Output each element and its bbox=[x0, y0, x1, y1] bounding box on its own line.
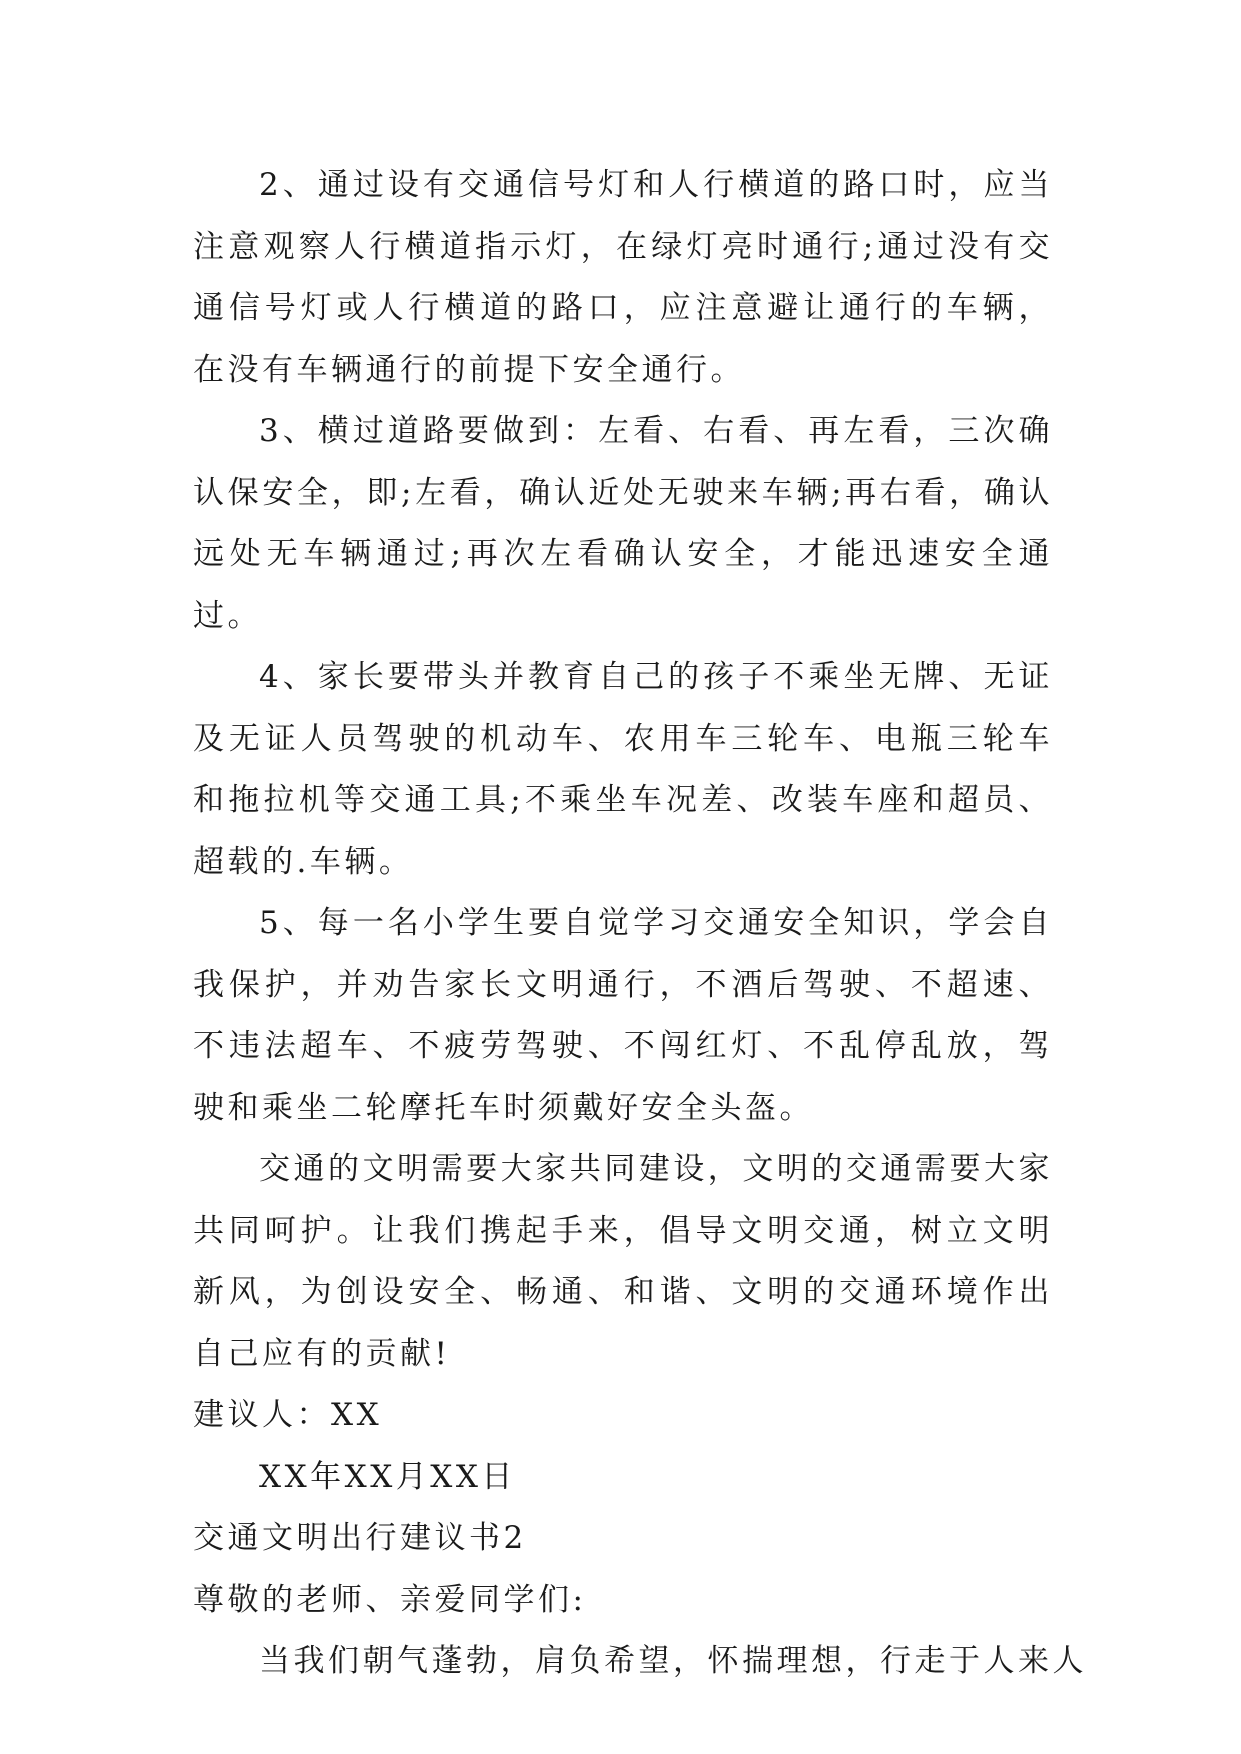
paragraph-item-2: 2、通过设有交通信号灯和人行横道的路口时，应当注意观察人行横道指示灯，在绿灯亮时通行;通过没有交通信号灯或人行横道的路口，应注意避让通行的车辆，在没有车辆通行的前提下安全通行。 bbox=[193, 167, 1053, 388]
closing-paragraph: 交通的文明需要大家共同建设，文明的交通需要大家共同呵护。让我们携起手来，倡导文明交通，树立文明新风，为创设安全、畅通、和谐、文明的交通环境作出自己应有的贡献! bbox=[193, 1151, 1053, 1372]
paragraph-item-3: 3、横过道路要做到：左看、右看、再左看，三次确认保安全，即;左看，确认近处无驶来车辆;再右看，确认远处无车辆通过;再次左看确认安全，才能迅速安全通过。 bbox=[193, 413, 1053, 634]
paragraph-item-4: 4、家长要带头并教育自己的孩子不乘坐无牌、无证及无证人员驾驶的机动车、农用车三轮车、电瓶三轮车和拖拉机等交通工具;不乘坐车况差、改装车座和超员、超载的.车辆。 bbox=[193, 659, 1053, 880]
document-page bbox=[193, 155, 1087, 1693]
greeting-line: 尊敬的老师、亲爱同学们: bbox=[193, 1581, 587, 1618]
paragraph-item-5: 5、每一名小学生要自觉学习交通安全知识，学会自我保护，并劝告家长文明通行，不酒后驾驶、不超速、不违法超车、不疲劳驾驶、不闯红灯、不乱停乱放，驾驶和乘坐二轮摩托车时须戴好安全头盔。 bbox=[193, 905, 1053, 1126]
section-title: 交通文明出行建议书2 bbox=[193, 1520, 527, 1556]
date-line: XX年XX月XX日 bbox=[259, 1458, 516, 1495]
opening-paragraph: 当我们朝气蓬勃，肩负希望，怀揣理想，行走于人来人 bbox=[259, 1643, 1087, 1679]
signature-line: 建议人：XX bbox=[193, 1397, 383, 1433]
